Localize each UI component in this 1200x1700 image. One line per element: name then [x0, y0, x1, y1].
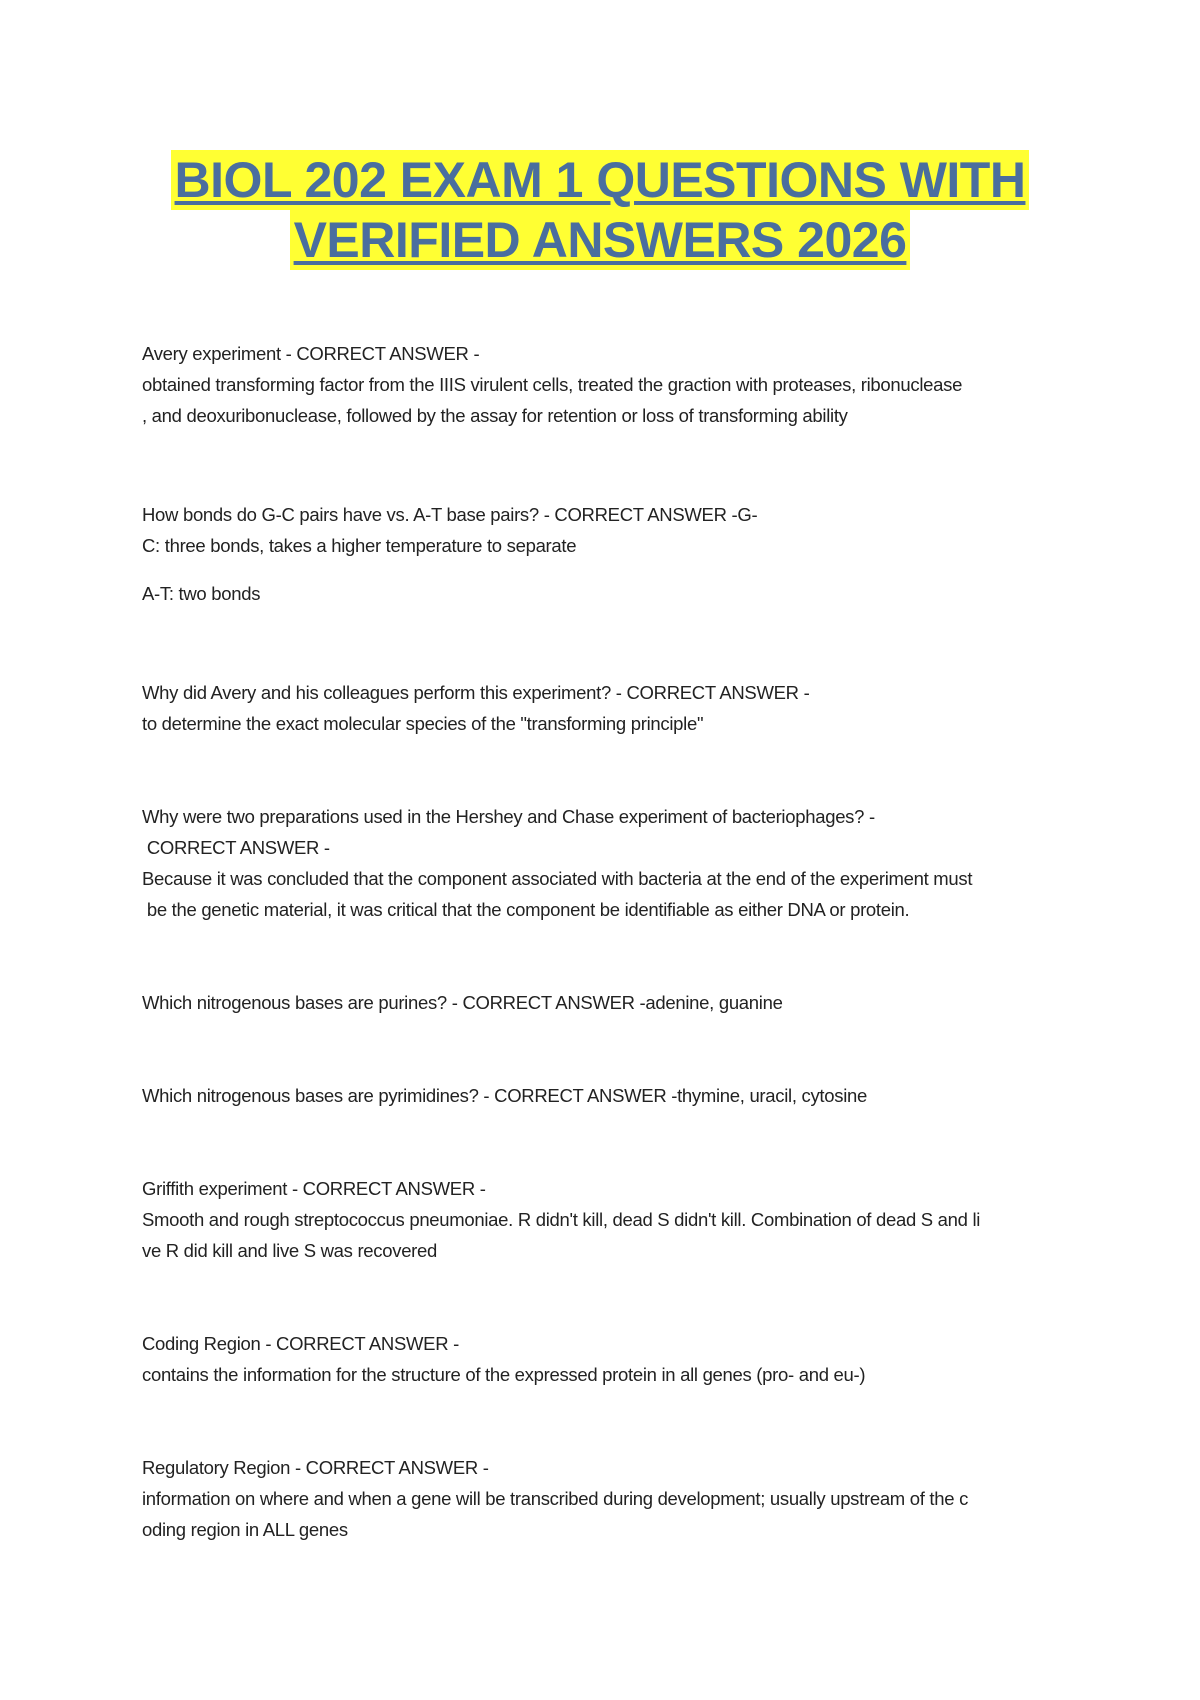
document-title: [0, 150, 1200, 270]
question-text: Which nitrogenous bases are pyrimidines? - CORRECT ANSWER -thymine, uracil, cytosine: [142, 1085, 867, 1106]
qa-entry-griffith-experiment: [142, 1173, 1062, 1266]
question-text: Which nitrogenous bases are purines? - CORRECT ANSWER -adenine, guanine: [142, 992, 783, 1013]
qa-entry-coding-region: [142, 1328, 1062, 1390]
qa-entry-purines: [142, 987, 1062, 1018]
answer-line: C: three bonds, takes a higher temperature to separate: [142, 535, 577, 556]
question-text: Why did Avery and his colleagues perform this experiment? - CORRECT ANSWER -: [142, 682, 810, 703]
qa-entry-gc-at-bonds: [142, 499, 1062, 609]
answer-line: ve R did kill and live S was recovered: [142, 1240, 438, 1261]
answer-line: Because it was concluded that the component associated with bacteria at the end of the experiment must: [142, 868, 973, 889]
answer-line: contains the information for the structure of the expressed protein in all genes (pro- and eu-): [142, 1364, 866, 1385]
title-line-2: VERIFIED ANSWERS 2026: [290, 210, 911, 270]
question-text: Why were two preparations used in the Hershey and Chase experiment of bacteriophages? -: [142, 806, 875, 827]
question-text: Regulatory Region - CORRECT ANSWER -: [142, 1457, 489, 1478]
qa-entry-avery-purpose: [142, 677, 1062, 739]
answer-line: CORRECT ANSWER -: [142, 837, 330, 858]
answer-line: be the genetic material, it was critical that the component be identifiable as either DNA or protein.: [142, 899, 910, 920]
answer-line: , and deoxuribonuclease, followed by the assay for retention or loss of transforming ability: [142, 405, 848, 426]
qa-list: [142, 338, 1062, 1545]
question-text: Avery experiment - CORRECT ANSWER -: [142, 343, 480, 364]
question-text: Griffith experiment - CORRECT ANSWER -: [142, 1178, 486, 1199]
answer-extra-line: A-T: two bonds: [142, 583, 261, 604]
qa-entry-pyrimidines: [142, 1080, 1062, 1111]
answer-line: Smooth and rough streptococcus pneumoniae. R didn't kill, dead S didn't kill. Combination of dead S and li: [142, 1209, 981, 1230]
qa-entry-regulatory-region: [142, 1452, 1062, 1545]
question-text: How bonds do G-C pairs have vs. A-T base pairs? - CORRECT ANSWER -G-: [142, 504, 758, 525]
answer-line: obtained transforming factor from the IIIS virulent cells, treated the graction with proteases, ribonuclease: [142, 374, 963, 395]
question-text: Coding Region - CORRECT ANSWER -: [142, 1333, 459, 1354]
qa-entry-hershey-chase: [142, 801, 1062, 925]
answer-line: to determine the exact molecular species of the "transforming principle": [142, 713, 704, 734]
answer-line: information on where and when a gene will be transcribed during development; usually upstream of the c: [142, 1488, 969, 1509]
qa-entry-avery-experiment: [142, 338, 1062, 431]
answer-line: oding region in ALL genes: [142, 1519, 348, 1540]
title-line-1: BIOL 202 EXAM 1 QUESTIONS WITH: [171, 150, 1030, 210]
